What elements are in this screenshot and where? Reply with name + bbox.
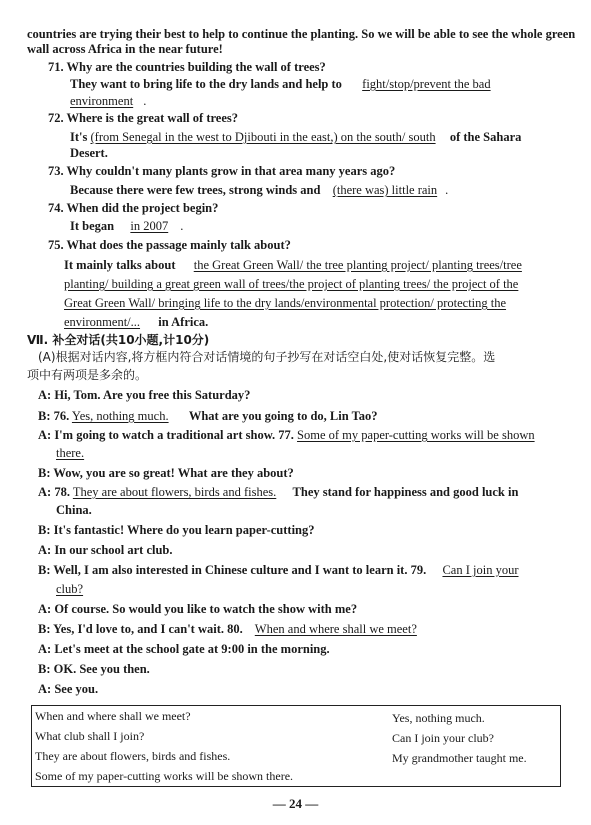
- option-left-4: Some of my paper-cutting works will be shown there.: [35, 769, 294, 783]
- answer-79-part-1: Can I join your: [442, 563, 519, 577]
- q75-suffix: in Africa.: [158, 315, 209, 329]
- dialogue-line-11: A: Let's meet at the school gate at 9:00 in the morning.: [38, 642, 330, 656]
- q75-prefix: It mainly talks about: [64, 258, 176, 272]
- dialogue-line-5: [38, 485, 518, 501]
- q72-answer-line: [70, 130, 521, 146]
- dialogue-line-8b: [56, 582, 83, 598]
- option-left-3: They are about flowers, birds and fishes.: [35, 749, 231, 763]
- dialogue-line-8: [38, 563, 519, 579]
- dialogue-80-prefix: B: Yes, I'd love to, and I can't wait. 80.: [38, 622, 243, 636]
- q71-answer-part-1: fight/stop/prevent the bad: [362, 77, 491, 91]
- q73-answer: (there was) little rain: [332, 183, 438, 197]
- page-number: — 24 —: [272, 796, 319, 811]
- option-right-2: Can I join your club?: [392, 731, 494, 745]
- q75-answer-part-2: planting/ building a great green wall of trees/the project of planting trees/ the project of the: [64, 277, 519, 291]
- q71-prefix: They want to bring life to the dry lands and help to: [70, 77, 342, 91]
- dialogue-76-suffix: What are you going to do, Lin Tao?: [188, 409, 378, 423]
- dialogue-line-12: B: OK. See you then.: [38, 662, 150, 676]
- q71-answer-part-2: environment: [70, 94, 134, 108]
- dialogue-78-prefix: A: 78.: [38, 485, 70, 499]
- answer-76: Yes, nothing much.: [71, 409, 169, 423]
- options-right-column: [392, 708, 527, 768]
- intro-line-1: countries are trying their best to help to continue the planting. So we will be able to see the whole green: [27, 27, 576, 41]
- answer-80: When and where shall we meet?: [254, 622, 417, 636]
- q74-prefix: It began: [70, 219, 115, 233]
- q75-answer-line-1: [64, 258, 522, 274]
- q74-answer-line: [70, 219, 183, 235]
- q74-answer: in 2007: [130, 219, 169, 233]
- q75-answer-line-3: [64, 296, 506, 312]
- section-instruction-2: 项中有两项是多余的。: [27, 368, 148, 382]
- q71-end: .: [143, 94, 147, 108]
- dialogue-line-3: [38, 428, 535, 444]
- q75-answer-part-4: environment/...: [64, 315, 141, 329]
- q75-answer-line-4: [64, 315, 208, 331]
- dialogue-line-13: A: See you.: [38, 682, 99, 696]
- q73-answer-line: [70, 183, 448, 199]
- option-right-3: My grandmother taught me.: [392, 751, 527, 765]
- dialogue-79-prefix: B: Well, I am also interested in Chinese culture and I want to learn it. 79.: [38, 563, 427, 577]
- q71-answer-line-1: [70, 77, 491, 93]
- dialogue-78-suffix: They stand for happiness and good luck in: [292, 485, 519, 499]
- q72-line-2: Desert.: [70, 146, 108, 160]
- options-left-column: [35, 706, 293, 786]
- q73-question: 73. Why couldn't many plants grow in that area many years ago?: [48, 164, 396, 178]
- option-left-1: When and where shall we meet?: [35, 709, 191, 723]
- dialogue-line-2: [38, 409, 378, 425]
- section-instruction-1: (A)根据对话内容,将方框内符合对话情境的句子抄写在对话空白处,使对话恢复完整。选: [38, 350, 496, 364]
- q71-question: 71. Why are the countries building the wall of trees?: [48, 60, 326, 74]
- answer-77-part-1: Some of my paper-cutting works will be shown: [297, 428, 535, 442]
- q72-question: 72. Where is the great wall of trees?: [48, 111, 239, 125]
- q75-question: 75. What does the passage mainly talk about?: [48, 238, 291, 252]
- q71-answer-line-2: [70, 94, 146, 110]
- dialogue-line-6: B: It's fantastic! Where do you learn paper-cutting?: [38, 523, 315, 537]
- q75-answer-part-3: Great Green Wall/ bringing life to the dry lands/environmental protection/ protecting the: [64, 296, 507, 310]
- option-right-1: Yes, nothing much.: [392, 711, 485, 725]
- q75-answer-line-2: [64, 277, 518, 293]
- dialogue-line-4: B: Wow, you are so great! What are they about?: [38, 466, 294, 480]
- q72-suffix: of the Sahara: [449, 130, 522, 144]
- q74-question: 74. When did the project begin?: [48, 201, 219, 215]
- dialogue-line-3b: [56, 446, 84, 462]
- q73-end: .: [445, 183, 449, 197]
- section-heading: Ⅶ. 补全对话(共10小题,计10分): [27, 333, 210, 347]
- dialogue-line-1: A: Hi, Tom. Are you free this Saturday?: [38, 388, 251, 402]
- dialogue-76-prefix: B: 76.: [38, 409, 70, 423]
- q75-answer-part-1: the Great Green Wall/ the tree planting project/ planting trees/tree: [193, 258, 522, 272]
- dialogue-line-5b: China.: [56, 503, 92, 517]
- q73-prefix: Because there were few trees, strong winds and: [70, 183, 321, 197]
- dialogue-77-prefix: A: I'm going to watch a traditional art show. 77.: [38, 428, 294, 442]
- dialogue-line-10: [38, 622, 417, 638]
- q74-end: .: [180, 219, 184, 233]
- dialogue-line-7: A: In our school art club.: [38, 543, 173, 557]
- answer-78: They are about flowers, birds and fishes.: [72, 485, 277, 499]
- answer-79-part-2: club?: [56, 582, 84, 596]
- intro-line-2: wall across Africa in the near future!: [27, 42, 223, 56]
- answer-77-part-2: there.: [56, 446, 85, 460]
- options-box: [31, 705, 561, 787]
- q72-answer: (from Senegal in the west to Djibouti in the east,) on the south/ south: [90, 130, 436, 144]
- option-left-2: What club shall I join?: [35, 729, 145, 743]
- q72-prefix: It's: [70, 130, 88, 144]
- dialogue-line-9: A: Of course. So would you like to watch the show with me?: [38, 602, 358, 616]
